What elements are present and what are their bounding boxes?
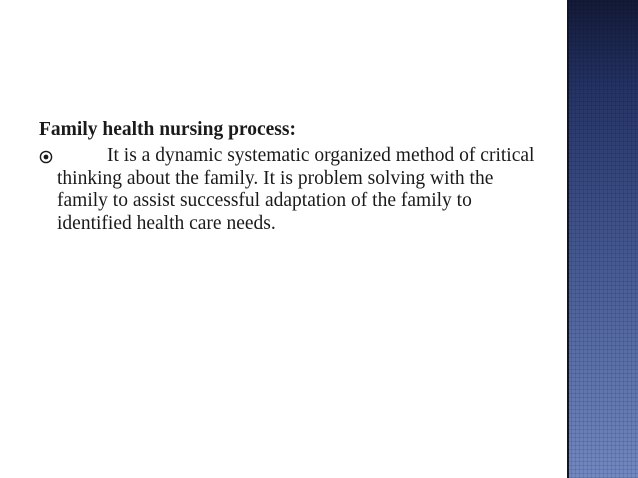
circled-dot-bullet-icon bbox=[39, 150, 53, 164]
bullet-text: It is a dynamic systematic organized method of critical thinking about the family. It is problem solving with the family to assist successful adaptation of the family to identified health care needs. bbox=[57, 145, 535, 234]
slide-heading: Family health nursing process: bbox=[39, 119, 296, 140]
bullet-item bbox=[39, 145, 549, 235]
slide-content bbox=[39, 118, 549, 235]
decorative-side-bar bbox=[567, 0, 638, 478]
